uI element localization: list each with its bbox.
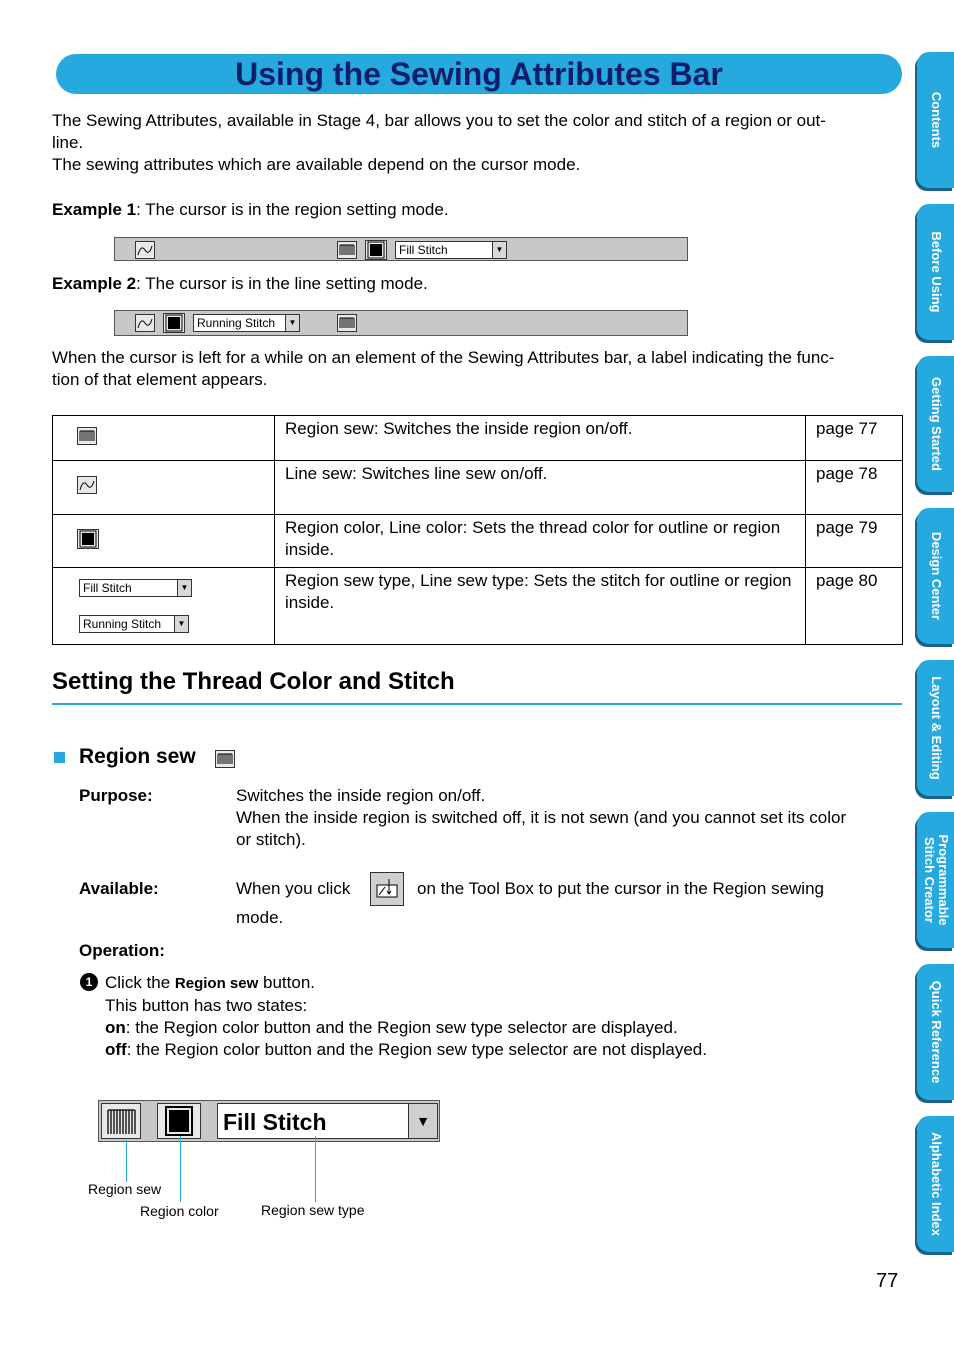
callout-line [315, 1136, 316, 1202]
tab-contents[interactable] [917, 52, 954, 188]
tab-before-using[interactable] [917, 204, 954, 340]
on-text: : the Region color button and the Region sew type selector are displayed. [125, 1018, 678, 1037]
example-2-label: Example 2 [52, 274, 137, 293]
operation-line-2: This button has two states: [105, 996, 308, 1015]
caption-region-sew-type: Region sew type [261, 1202, 365, 1218]
example-1-text: : The cursor is in the region setting mode. [136, 200, 449, 219]
tab-label: Programmable Stitch Creator [921, 834, 951, 926]
section-divider [52, 703, 902, 705]
table-page: page 77 [806, 416, 903, 461]
available-label: Available: [79, 879, 159, 898]
tab-quick-reference[interactable] [917, 964, 954, 1100]
square-bullet-icon [54, 752, 65, 763]
table-row [53, 515, 903, 568]
tooltip-note [52, 347, 904, 391]
line-color-icon[interactable] [163, 313, 185, 333]
step-text-bold: Region sew [174, 975, 259, 992]
example-1 [52, 199, 449, 221]
table-desc: Region color, Line color: Sets the thread color for outline or region inside. [275, 515, 806, 568]
tab-label: Alphabetic Index [928, 1131, 944, 1237]
section-title: Setting the Thread Color and Stitch [52, 668, 455, 695]
table-icon-cell [53, 416, 275, 461]
tab-label: Layout & Editing [928, 676, 944, 780]
tab-layout-editing[interactable] [917, 660, 954, 796]
operation-step-line [105, 972, 895, 995]
example-1-label: Example 1 [52, 200, 137, 219]
attributes-table [52, 415, 903, 645]
subsection-title: Region sew [79, 745, 196, 768]
line-sew-type-value: Running Stitch [197, 316, 276, 330]
fill-stitch-select [79, 579, 192, 597]
chevron-down-icon: ▼ [174, 616, 188, 632]
available-text-line-2: mode. [236, 908, 284, 927]
step-text-before: Click the [105, 973, 175, 992]
intro-paragraph [52, 110, 902, 176]
region-sewing-tool-icon [370, 872, 404, 906]
region-sew-type-select [217, 1103, 438, 1139]
off-text: : the Region color button and the Region sew type selector are not displayed. [126, 1040, 707, 1059]
region-sew-icon [101, 1103, 141, 1139]
operation-off-line [105, 1039, 895, 1061]
available-text-after: on the Tool Box to put the cursor in the Region sewing [417, 879, 824, 898]
chevron-down-icon: ▼ [408, 1104, 437, 1138]
caption-region-sew: Region sew [88, 1181, 162, 1197]
region-sew-icon [77, 427, 97, 445]
region-sew-type-select[interactable] [395, 241, 507, 259]
line-sew-icon[interactable] [135, 314, 155, 332]
region-color-icon [157, 1103, 201, 1139]
callout-line [180, 1136, 181, 1202]
table-desc: Line sew: Switches line sew on/off. [275, 461, 806, 515]
line-sew-type-select[interactable] [193, 314, 300, 332]
caption-region-color: Region color [140, 1203, 219, 1219]
purpose-label: Purpose: [79, 786, 153, 805]
page-title: Using the Sewing Attributes Bar [235, 56, 723, 92]
callout-line [126, 1140, 127, 1182]
region-color-icon [77, 529, 99, 549]
line-sew-icon [77, 476, 97, 494]
table-icon-cell [53, 461, 275, 515]
page-number: 77 [876, 1270, 899, 1292]
tab-label: Before Using [928, 231, 944, 313]
region-sew-icon [215, 750, 235, 768]
table-desc: Region sew type, Line sew type: Sets the stitch for outline or region inside. [275, 568, 806, 645]
intro-line-3: The sewing attributes which are available depend on the cursor mode. [52, 155, 581, 174]
region-sew-type-value: Fill Stitch [223, 1109, 327, 1135]
tab-label: Contents [928, 91, 944, 149]
chevron-down-icon: ▼ [177, 580, 191, 596]
example-2-text: : The cursor is in the line setting mode. [136, 274, 428, 293]
tooltip-note-line-2: tion of that element appears. [52, 370, 268, 389]
region-color-icon[interactable] [365, 240, 387, 260]
operation-step [105, 972, 895, 1061]
attributes-bar-example-2 [114, 310, 688, 336]
intro-line-1: The Sewing Attributes, available in Stage 4, bar allows you to set the color and stitch of a region or out- [52, 111, 826, 130]
available-text-before: When you click [236, 879, 351, 898]
intro-line-2: line. [52, 133, 84, 152]
tab-label: Getting Started [928, 377, 944, 471]
region-sew-diagram [98, 1100, 440, 1142]
tab-label: Design Center [928, 531, 944, 621]
chevron-down-icon: ▼ [492, 242, 506, 258]
table-page: page 79 [806, 515, 903, 568]
purpose-line-1: Switches the inside region on/off. [236, 786, 486, 805]
step-text-after: button. [258, 973, 315, 992]
chevron-down-icon: ▼ [285, 315, 299, 331]
tab-getting-started[interactable] [917, 356, 954, 492]
table-row [53, 461, 903, 515]
example-2 [52, 273, 428, 295]
region-sew-icon[interactable] [337, 241, 357, 259]
purpose-line-3: or stitch). [236, 830, 306, 849]
tab-design-center[interactable] [917, 508, 954, 644]
table-page: page 80 [806, 568, 903, 645]
running-stitch-select [79, 615, 189, 633]
running-stitch-select-value: Running Stitch [83, 617, 162, 631]
on-label: on [105, 1018, 126, 1037]
tooltip-note-line-1: When the cursor is left for a while on an element of the Sewing Attributes bar, a label indicating the func- [52, 348, 835, 367]
tab-label: Quick Reference [928, 980, 944, 1084]
purpose-text [236, 785, 904, 851]
table-row [53, 416, 903, 461]
table-page: page 78 [806, 461, 903, 515]
table-desc: Region sew: Switches the inside region on/off. [275, 416, 806, 461]
line-sew-icon[interactable] [135, 241, 155, 259]
tab-programmable-stitch-creator[interactable] [917, 812, 954, 948]
table-icon-cell [53, 515, 275, 568]
operation-on-line [105, 1017, 895, 1039]
operation-label: Operation: [79, 941, 165, 960]
table-row [53, 568, 903, 645]
fill-stitch-select-value: Fill Stitch [83, 581, 132, 595]
purpose-line-2: When the inside region is switched off, it is not sewn (and you cannot set its color [236, 808, 847, 827]
region-sew-type-value: Fill Stitch [399, 243, 448, 257]
region-sew-icon[interactable] [337, 314, 357, 332]
off-label: off [105, 1040, 127, 1059]
tab-alphabetic-index[interactable] [917, 1116, 954, 1252]
step-number-badge: 1 [80, 973, 98, 991]
attributes-bar-example-1 [114, 237, 688, 261]
table-icon-cell [53, 568, 275, 645]
